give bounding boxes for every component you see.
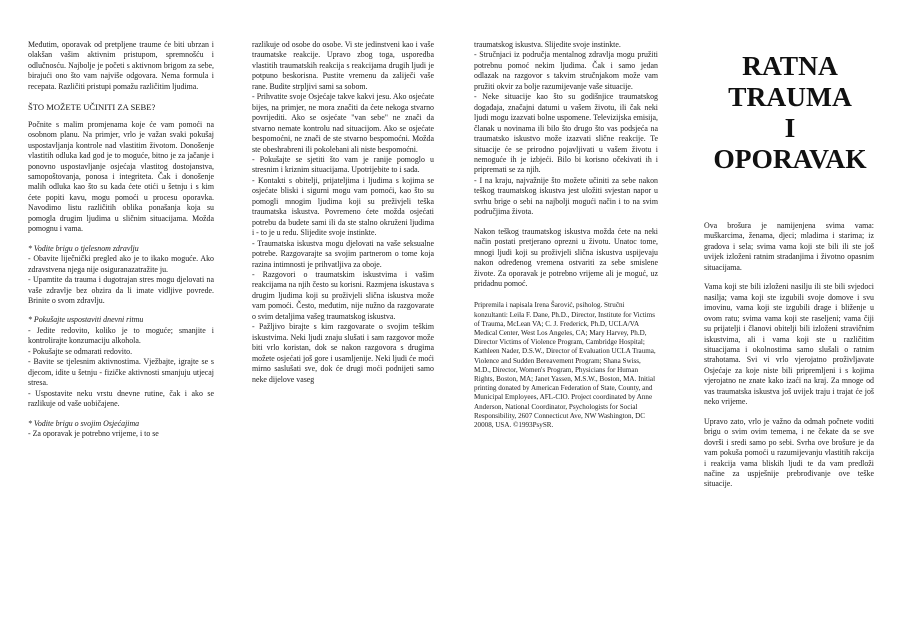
paragraph: Ova brošura je namijenjena svima vama: muškarcima, ženama, djeci; mladima i starima; iz gradova i sela; svima vama koji ste bili ili ste još uvijek izloženi ratnim stradanjima i životno opasnim situacijama.	[704, 221, 874, 272]
intro-paragraph: Međutim, oporavak od pretpljene traume će biti ubrzan i olakšan vašim aktivnim pristupom, spremnošću i odlučnosću. Najbolje je početi s aktivnom brigom za sebe, birajući ono što vam najviše odgovara. Nema formula i recepata. Različiti pristupi pomažu različitim ljudima.	[28, 40, 214, 91]
body-paragraph: Počnite s malim promjenama koje će vam pomoći na osobnom planu. Na primjer, vrlo je važan svaki pokušaj uspostavljanja kontrole nad vlastitim životom. Donošenje vlastitih odluka kad god je to moguće, bitno je za jačanje i ponovno uspostavljanje osjećaja vlastitog dostojanstva, samopoštovanja, ponosa i integriteta. Čak i donošenje malih odluka kao što su kada ćete otići u šetnju i s kim ćete popiti kavu, mogu pomoći u procesu oporavka. Navodimo listu različitih oblika ponašanja koja su pomogla drugim ljudima u sličnim situacijama. Možda pomognu i vama.	[28, 119, 214, 234]
column-1	[28, 40, 214, 439]
list-item: - Razgovori o traumatskim iskustvima i vašim reakcijama na njih često su korisni. Razmjena iskustava s drugim ljudima koji su proživjeli slična iskustva može vam pomoći. Često, međutim, nije nužno da razgovarate o svim detaljima vašeg traumatskog iskustva.	[252, 269, 434, 321]
list-item: - Traumatska iskustva mogu djelovati na vaše seksualne potrebe. Razgovarajte sa svojim partnerom o tome koja razina intimnosti je prihvatljiva za oboje.	[252, 238, 434, 269]
list-item: - Bavite se tjelesnim aktivnostima. Vježbajte, igrajte se s djecom, idite u šetnju - fizičke aktivnosti smanjuju utjecaj stresa.	[28, 357, 214, 388]
column-2	[252, 40, 434, 385]
list-item: - Pažljivo birajte s kim razgovarate o svojim teškim iskustvima. Neki ljudi znaju slušati i sam razgovor može biti vrlo koristan, dok se nakon razgovora s drugima možete osjećati još gore i usamljenije. Neki ljudi će moći mirno saslušati sve, dok će drugi moći podnijeti samo neke dijelove vaseg	[252, 322, 434, 384]
paragraph: razlikuje od osobe do osobe. Vi ste jedinstveni kao i vaše traumatske reakcije. Upravo zbog toga, usporedba vlastitih traumatskih reakcija s reakcijama drugih ljudi je potpuno beskorisna. Pustite vremenu da zaliječi vaše rane. Budite strpljivi sami sa sobom.	[252, 40, 434, 91]
list-item: - Jedite redovito, koliko je to moguće; smanjite i kontrolirajte konzumaciju alkohola.	[28, 325, 214, 346]
list-item: - Neke situacije kao što su godišnjice traumatskog događaja, značajni datumi u vašem životu, ili čak neki ljudi mogu izazvati bolne uspomene. Televizijska emisija, članak u novinama ili bilo što drugo što vas podsjeća na traumatsko iskustvo može izazvati slične reakcije. Te situacije će se prirodno pojavljivati u vašem životu i nemoguće ih je izbjeći. Bilo bi korisno očekivati ih i pripremati se za njih.	[474, 92, 658, 175]
subheading-feelings: * Vodite brigu o svojim Osjećajima	[28, 418, 140, 428]
brochure-title	[700, 50, 880, 174]
list-item: - Upamtite da trauma i dugotrajan stres mogu djelovati na vaše zdravlje bez obzira da li imate vidljive povrede. Brinite o svom zdravlju.	[28, 275, 214, 305]
list-item: - Za oporavak je potrebno vrijeme, i to se	[28, 428, 159, 438]
closing-paragraph: Nakon teškog traumatskog iskustva možda ćete na neki način postati pretjerano oprezni u životu. Unatoc tome, mnogi ljudi koji su proživjeli slična iskustva uspijevaju nakon određenog vremena ostvariti za sebe smislene živote. Za oporavak je potrebno vrijeme ali je moguć, uz pridadnu pomoć.	[474, 226, 658, 288]
title-line: TRAUMA	[728, 81, 852, 112]
paragraph: Vama koji ste bili izloženi nasilju ili ste bili svjedoci nasilja; vama koji ste izgubili svoje domove i svu imovinu, vama koji ste izgubili drage i bliženje u ovom ratu; svima vama koji ste raseljeni; vama čiji su prijatelji i članovi obitelji bili izloženi stravičnim iskustvima, ali i vama koji ste u različitim situacijama i okolnostima samo slušali o ratnim strahotama. Svi vi vrlo vjerojatno proživljavate Osjećaje za koje niste bili pripremljeni i s kojima vjerojatno ne znate kako izaći na kraj. Za mnoge od vas traumatska iskustva još uvijek traju i trajat će još neko vrijeme.	[704, 282, 874, 407]
list-item: - Uspostavite neku vrstu dnevne rutine, čak i ako se razlikuje od vaše uobičajene.	[28, 388, 214, 409]
list-item: - Kontakti s obitelji, prijateljima i ljudima s kojima se osjećate bliski i sigurni mogu vam pomoći, kao što su pomogli mnogim ljudima koji su preživjeli teška traumatska iskustva. Povremeno ćete možda osjećati potrebu da budete sami ili da ste stalno okruženi ljudima i - to je u redu. Slijedite svoje instinkte.	[252, 175, 434, 238]
column-3	[474, 40, 658, 430]
list-item: - Pokušajte se odmarati redovito.	[28, 346, 133, 356]
column-4	[704, 221, 874, 490]
list-item: - Prihvatite svoje Osjećaje takve kakvi jesu. Ako osjećate bijes, na primjer, ne mora značiti da ćete nekoga stvarno povrijediti. Ako se osjećate "van sebe" ne znači da stvarno nemate kontrolu nad situacijom. Ako se osjećate bespomoćni, ne znači de ste stvarno bespomoćni. Možda ste obeshrabreni ili pokolebani ali niste bespomoćni.	[252, 92, 434, 154]
list-item: - I na kraju, najvažnije što možete učiniti za sebe nakon teškog traumatskog iskustva jest uložiti svjestan napor u svrhu brige o sebi na najbolji mogući način i to na svim područjima života.	[474, 175, 658, 217]
list-item: - Obavite liječnički pregled ako je to ikako moguće. Ako zdravstvena njega nije osiguranazatražite ju.	[28, 254, 214, 274]
paragraph: traumatskog iskustva. Slijedite svoje instinkte.	[474, 40, 621, 49]
credits: Pripremila i napisala Irena Šarović, psiholog. Stručni konzultanti: Leila F. Dane, Ph.D., Director, Institute for Victims of Trauma, McLean VA; C. J. Frederick, Ph.D, UCLA/VA Medical Center, West Los Angeles, CA; Mary Harvey, Ph.D, Director Victims of Violence Program, Cambridge Hospital; Kathleen Nader, D.S.W., Director of Evaluation UCLA Trauma, Violence and Sudden Bereavement Program; Shana Swiss, M.D., Director, Women's Program, Physicians for Human Rights, Boston, MA; Janet Yassen, M.S.W., Boston, MA. Initial printing donated by American Federation of State, County, and Municipal Employees, AFL-CIO. Project coordinated by Anne Anderson, National Coordinator, Psychologists for Social Responsibility, 2607 Connecticut Ave, NW Washington, DC 20008, USA. ©1993PsySR.	[474, 301, 656, 430]
list-item: - Pokušajte se sjetiti što vam je ranije pomoglo u stresnim i kriznim situacijama. Upotrijebite to i sada.	[252, 154, 434, 175]
title-line: RATNA	[742, 50, 838, 81]
subheading-physical-health: * Vodite brigu o tjelesnom zdravlju	[28, 243, 139, 253]
paragraph: Upravo zato, vrlo je važno da odmah počnete voditi brigu o svim ovim temema, i ne čekate da se sve dovrši i sredi samo po sebi. Svrha ove brošure je da vam pokuša pomoći u razumijevanju vlastitih rakcija i reakcija vama bliskih ljudi te da vam predloži načine za uspješnije prebrođivanje ove teške situacije.	[704, 416, 874, 489]
subheading-daily-rhythm: * Pokušajte uspostaviti dnevni ritmu	[28, 315, 144, 325]
section-heading: ŠTO MOŽETE UČINITI ZA SEBE?	[28, 102, 156, 113]
list-item: - Stručnjaci iz područja mentalnog zdravlja mogu pružiti potrebnu pomoć nekim ljudima. Čak i samo jedan odlazak na razgovor s takvim stručnjakom može vam pružiti okvir za bolje razumijevanje vaše situacije.	[474, 50, 658, 91]
title-line: I	[784, 112, 796, 143]
title-line: OPORAVAK	[713, 143, 867, 174]
